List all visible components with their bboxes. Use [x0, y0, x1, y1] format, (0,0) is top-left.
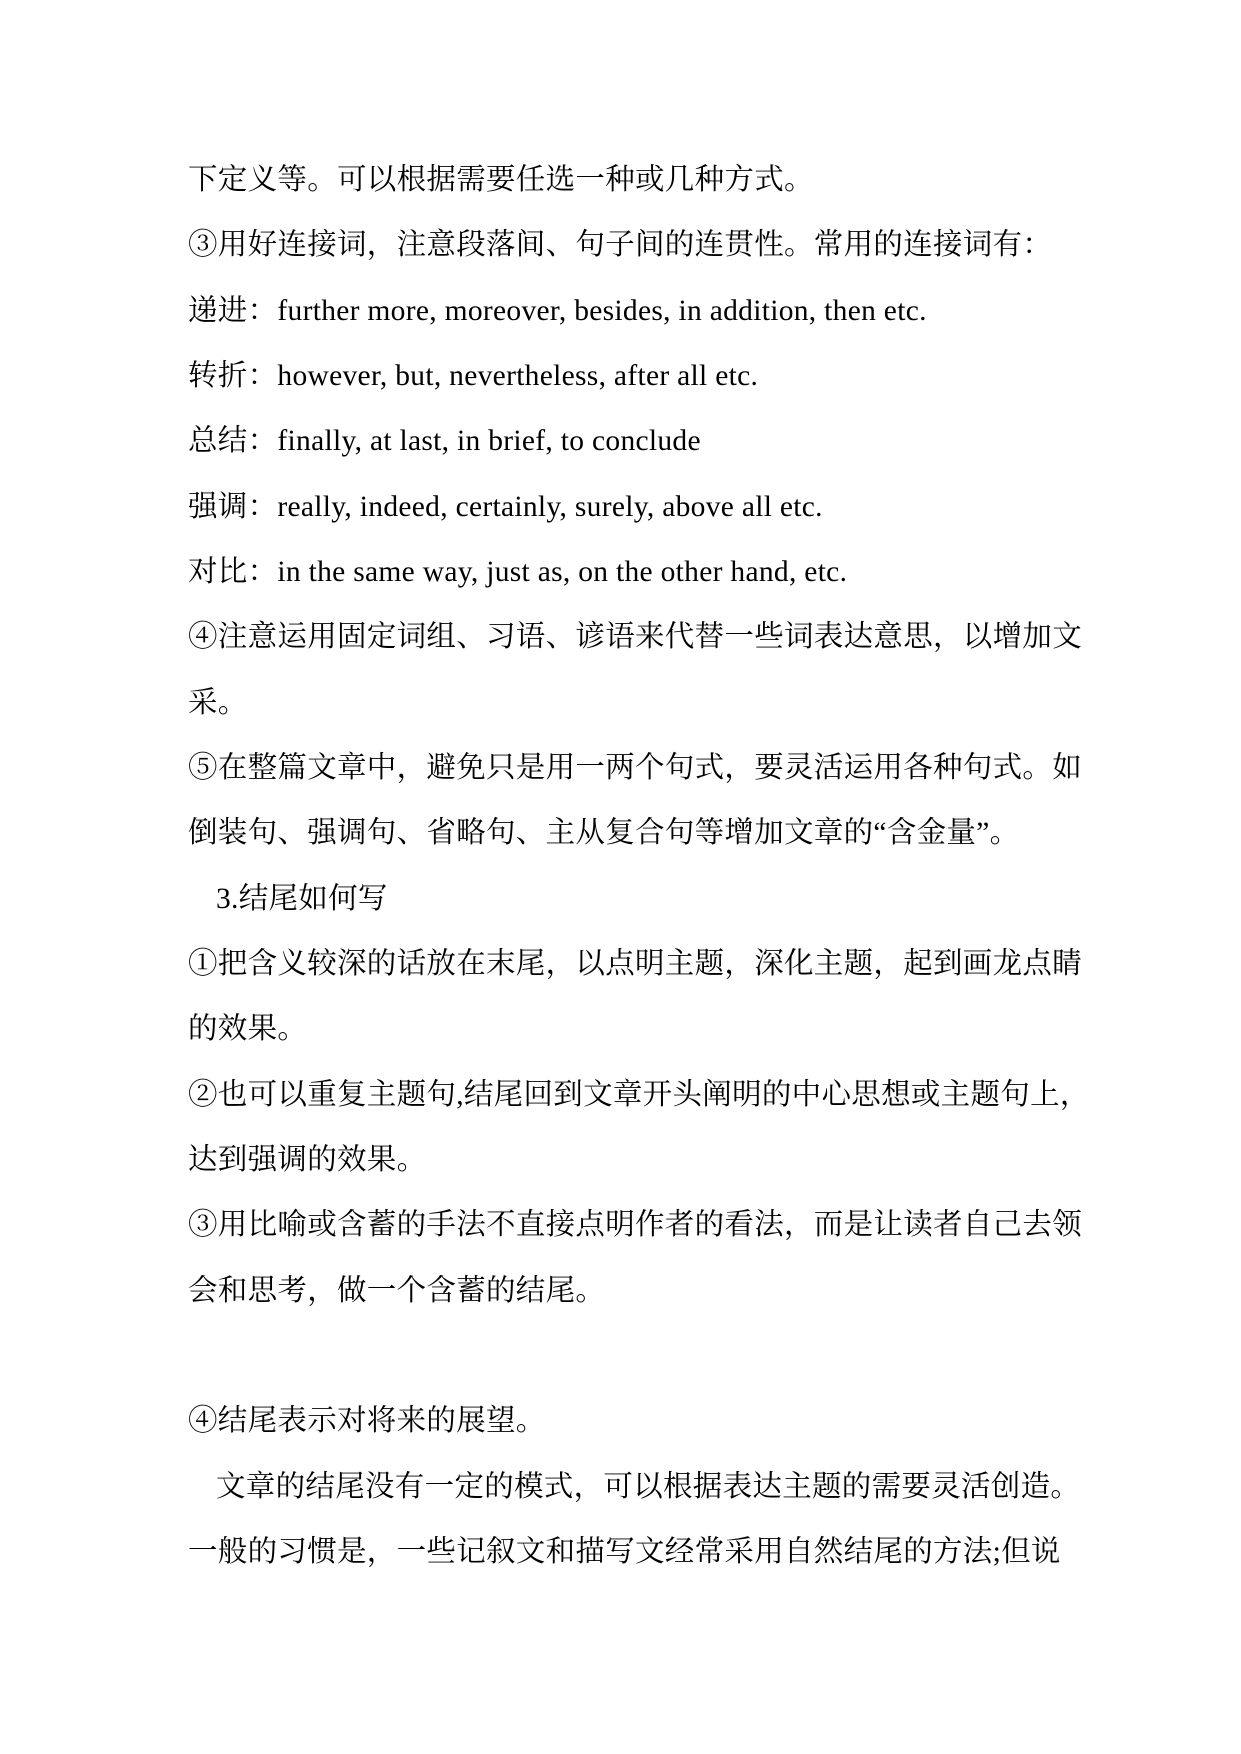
- text-line: ④结尾表示对将来的展望。: [188, 1405, 546, 1438]
- text-line: ④注意运用固定词组、习语、谚语来代替一些词表达意思，以增加文: [188, 621, 1083, 654]
- text-line: 对比：in the same way, just as, on the other hand, etc.: [188, 555, 848, 588]
- text-line: 强调：really, indeed, certainly, surely, above all etc.: [188, 490, 823, 523]
- text-line: 达到强调的效果。: [188, 1143, 427, 1176]
- text-line: 的效果。: [188, 1013, 308, 1046]
- text-line: 倒装句、强调句、省略句、主从复合句等增加文章的“含金量”。: [188, 817, 1020, 850]
- text-line: 3.结尾如何写: [216, 882, 388, 915]
- text-line: ①把含义较深的话放在末尾，以点明主题，深化主题，起到画龙点睛: [188, 947, 1083, 980]
- text-line: 下定义等。可以根据需要任选一种或几种方式。: [188, 164, 814, 196]
- text-line: ③用好连接词，注意段落间、句子间的连贯性。常用的连接词有：: [188, 229, 1053, 262]
- text-line: ③用比喻或含蓄的手法不直接点明作者的看法，而是让读者自己去领: [188, 1209, 1083, 1242]
- text-line: ⑤在整篇文章中，避免只是用一两个句式，要灵活运用各种句式。如: [188, 751, 1083, 784]
- text-line: 一般的习惯是，一些记叙文和描写文经常采用自然结尾的方法;但说: [188, 1535, 1061, 1568]
- text-line: 文章的结尾没有一定的模式，可以根据表达主题的需要灵活创造。: [216, 1470, 1081, 1503]
- document-text-block: [188, 148, 1108, 1585]
- text-line: 转折：however, but, nevertheless, after all etc.: [188, 359, 759, 392]
- text-line: 总结：finally, at last, in brief, to conclude: [188, 425, 701, 458]
- text-line: ②也可以重复主题句,结尾回到文章开头阐明的中心思想或主题句上，: [188, 1078, 1090, 1111]
- text-line: 会和思考，做一个含蓄的结尾。: [188, 1274, 606, 1307]
- text-line: 递进：further more, moreover, besides, in addition, then etc.: [188, 294, 927, 327]
- blank-line: [188, 1324, 1108, 1389]
- text-line: 采。: [188, 686, 248, 719]
